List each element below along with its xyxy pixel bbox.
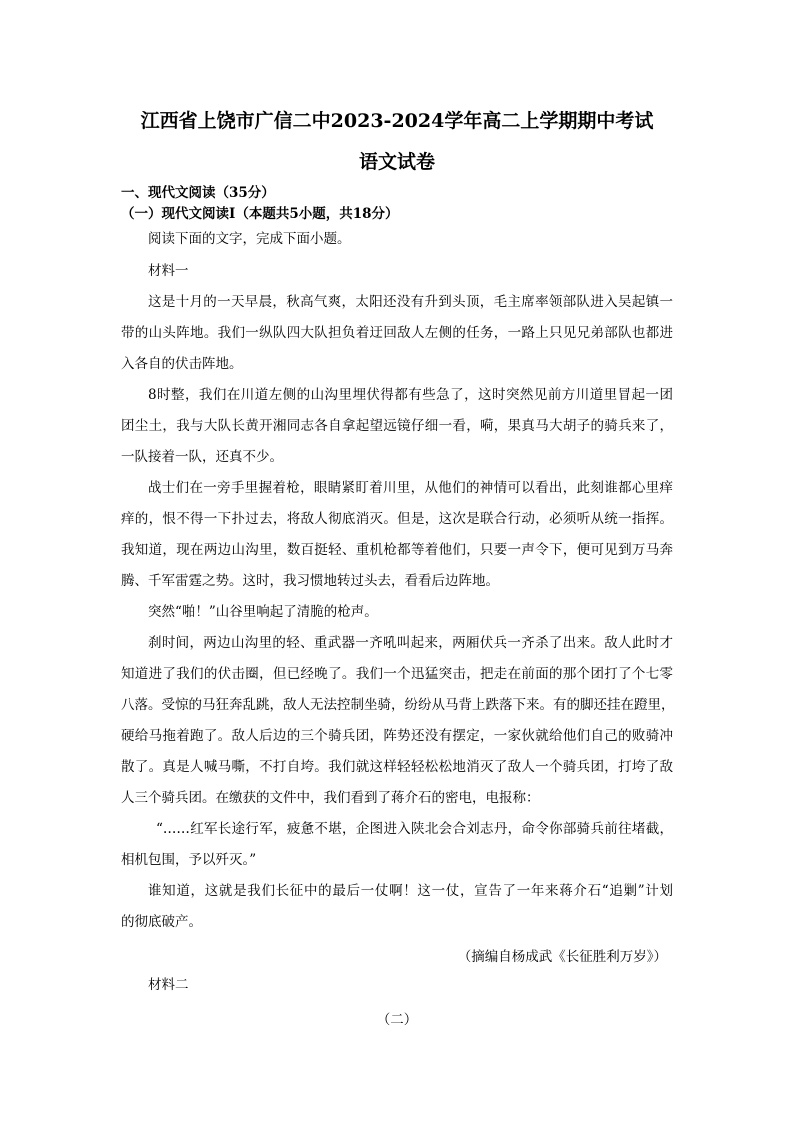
document-title: 江西省上饶市广信二中2023-2024学年高二上学期期中考试 [140, 110, 654, 132]
paragraph-line: 入各自的伏击阵地。 [121, 356, 243, 372]
quote-line: “……红军长途行军，疲惫不堪，企图进入陕北会合刘志丹，命令你部骑兵前往堵截， [156, 821, 673, 837]
paragraph-line: 突然“啪！”山谷里响起了清脆的枪声。 [148, 604, 378, 620]
material-label: 材料二 [148, 977, 189, 993]
paragraph-line: 谁知道，这就是我们长征中的最后一仗啊！这一仗，宣告了一年来蒋介石“追剿”计划 [148, 883, 673, 899]
instruction-line: 阅读下面的文字，完成下面小题。 [148, 231, 351, 247]
paragraph-line: 的彻底破产。 [121, 914, 202, 930]
document-subtitle: 语文试卷 [358, 151, 435, 173]
paragraph-line: 知道进了我们的伏击圈，但已经晚了。我们一个迅猛突击，把走在前面的那个团打了个七零 [121, 666, 673, 682]
paragraph-line: 团尘土，我与大队长黄开湘同志各自拿起望远镜仔细一看，嗬，果真马大胡子的骑兵来了， [121, 418, 673, 434]
paragraph-line: 痒的，恨不得一下扑过去，将敌人彻底消灭。但是，这次是联合行动，必须听从统一指挥。 [121, 511, 673, 527]
section-heading: 一、现代文阅读（35分） [121, 185, 275, 201]
quote-line: 相机包围，予以歼灭。” [121, 852, 257, 868]
paragraph-line: 人三个骑兵团。在缴获的文件中，我们看到了蒋介石的密电，电报称： [121, 790, 540, 806]
page-number: （二） [376, 1012, 418, 1028]
material-label: 材料一 [148, 263, 189, 279]
paragraph-line: 刹时间，两边山沟里的轻、重武器一齐吼叫起来，两厢伏兵一齐杀了出来。敌人此时才 [148, 635, 673, 651]
paragraph-line: 八落。受惊的马狂奔乱跳，敌人无法控制坐骑，纷纷从马背上跌落下来。有的脚还挂在蹬里， [121, 697, 675, 713]
paragraph-line: 这是十月的一天早晨，秋高气爽，太阳还没有升到头顶，毛主席率领部队进入吴起镇一 [148, 294, 673, 310]
paragraph-line: 带的山头阵地。我们一纵队四大队担负着迂回敌人左侧的任务，一路上只见兄弟部队也都进 [121, 325, 673, 341]
paragraph-line: 散了。真是人喊马嘶，不打自垮。我们就这样轻轻松松地消灭了敌人一个骑兵团，打垮了敌 [121, 759, 673, 775]
source-citation: （摘编自杨成武《长征胜利万岁》） [457, 949, 667, 965]
paragraph-line: 腾、千军雷霆之势。这时，我习惯地转过头去，看看后边阵地。 [121, 573, 499, 589]
paragraph-line: 8时整，我们在川道左侧的山沟里埋伏得都有些急了，这时突然见前方川道里冒起一团 [148, 387, 673, 403]
subsection-heading: （一）现代文阅读Ⅰ（本题共5小题，共18分） [121, 206, 399, 222]
paragraph-line: 我知道，现在两边山沟里，数百挺轻、重机枪都等着他们，只要一声令下，便可见到万马奔 [121, 542, 673, 558]
paragraph-line: 一队接着一队，还真不少。 [121, 449, 283, 465]
paragraph-line: 战士们在一旁手里握着枪，眼睛紧盯着川里，从他们的神情可以看出，此刻谁都心里痒 [148, 480, 673, 496]
paragraph-line: 硬给马拖着跑了。敌人后边的三个骑兵团，阵势还没有摆定，一家伙就给他们自己的败骑冲 [121, 728, 673, 744]
